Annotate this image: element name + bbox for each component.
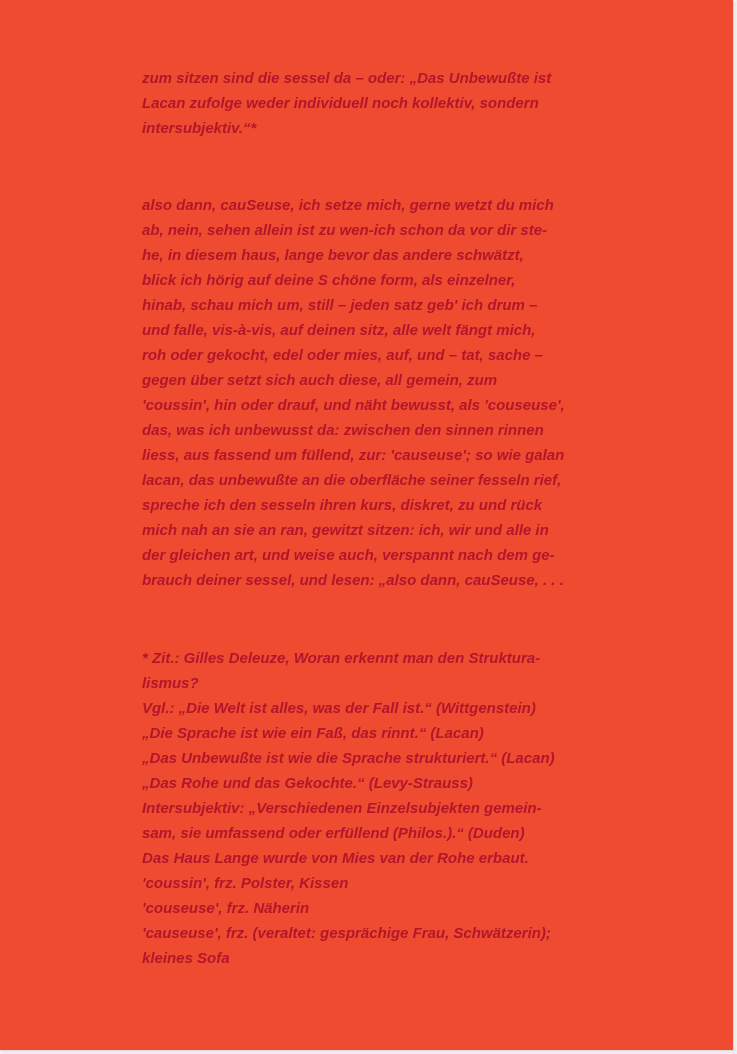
footnote-line: Intersubjektiv: „Verschiedenen Einzelsubjekten gemein- (142, 800, 542, 817)
main-line: spreche ich den sesseln ihren kurs, diskret, zu und rück (142, 497, 543, 514)
main-line: das, was ich unbewusst da: zwischen den sinnen rinnen (142, 422, 544, 439)
footnote-line: sam, sie umfassend oder erfüllend (Philos.).“ (Duden) (142, 825, 525, 842)
main-line: liess, aus fassend um füllend, zur: 'causeuse'; so wie galan (142, 447, 565, 464)
footnote-line: 'coussin', frz. Polster, Kissen (142, 875, 349, 892)
main-line: blick ich hörig auf deine S chöne form, als einzelner, (142, 272, 516, 289)
footnote-line: * Zit.: Gilles Deleuze, Woran erkennt man den Struktura- (142, 650, 541, 667)
intro-line: Lacan zufolge weder individuell noch kollektiv, sondern (142, 95, 539, 112)
main-line: der gleichen art, und weise auch, verspannt nach dem ge- (142, 547, 555, 564)
main-line: roh oder gekocht, edel oder mies, auf, und – tat, sache – (142, 347, 543, 364)
footnote-line: „Das Unbewußte ist wie die Sprache strukturiert.“ (Lacan) (142, 750, 555, 767)
main-line: brauch deiner sessel, und lesen: „also dann, cauSeuse, . . . (142, 572, 564, 589)
main-line: he, in diesem haus, lange bevor das andere schwätzt, (142, 247, 524, 264)
main-line: mich nah an sie an ran, gewitzt sitzen: ich, wir und alle in (142, 522, 549, 539)
main-line: gegen über setzt sich auch diese, all gemein, zum (142, 372, 498, 389)
footnote-line: „Das Rohe und das Gekochte.“ (Levy-Strauss) (142, 775, 473, 792)
main-line: 'coussin', hin oder drauf, und näht bewusst, als 'couseuse', (142, 397, 565, 414)
main-line: ab, nein, sehen allein ist zu wen-ich schon da vor dir ste- (142, 222, 548, 239)
main-line: hinab, schau mich um, still – jeden satz geb' ich drum – (142, 297, 538, 314)
footnote-line: 'causeuse', frz. (veraltet: gesprächige Frau, Schwätzerin); (142, 925, 551, 942)
footnotes (142, 646, 612, 971)
footnote-line: Das Haus Lange wurde von Mies van der Rohe erbaut. (142, 850, 529, 867)
footnote-line: Vgl.: „Die Welt ist alles, was der Fall ist.“ (Wittgenstein) (142, 700, 536, 717)
main-line: also dann, cauSeuse, ich setze mich, gerne wetzt du mich (142, 197, 554, 214)
main-line: lacan, das unbewußte an die oberfläche seiner fesseln rief, (142, 472, 562, 489)
footnote-line: kleines Sofa (142, 950, 230, 967)
intro-line: intersubjektiv.“* (142, 120, 257, 137)
main-paragraph (142, 193, 612, 593)
footnote-line: „Die Sprache ist wie ein Faß, das rinnt.“ (Lacan) (142, 725, 484, 742)
intro-paragraph (142, 66, 612, 141)
main-line: und falle, vis-à-vis, auf deinen sitz, alle welt fängt mich, (142, 322, 536, 339)
intro-line: zum sitzen sind die sessel da – oder: „Das Unbewußte ist (142, 70, 552, 87)
footnote-line: 'couseuse', frz. Näherin (142, 900, 310, 917)
footnote-line: lismus? (142, 675, 199, 692)
